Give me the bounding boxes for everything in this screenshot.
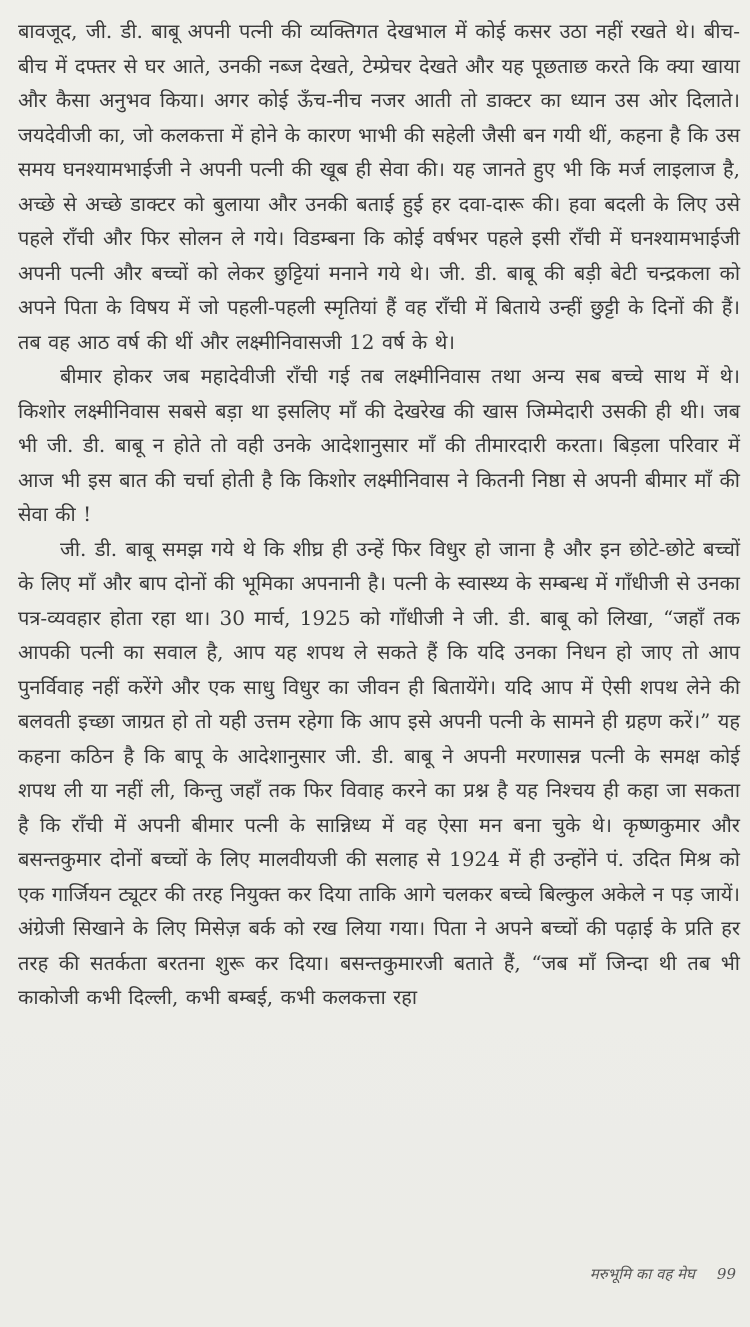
paragraph-3: जी. डी. बाबू समझ गये थे कि शीघ्र ही उन्हें फिर विधुर हो जाना है और इन छोटे-छोटे बच्चों के लिए माँ और बाप दोनों की भूमिका अपनानी है। पत्नी के स्वास्थ्य के सम्बन्ध में गाँधीजी से उनका पत्र-व्यवहार होता रहा था। 30 मार्च, 1925 को गाँधीजी ने जी. डी. बाबू को लिखा, “जहाँ तक आपकी पत्नी का सवाल है, आप यह शपथ ले सकते हैं कि यदि उनका निधन हो जाए तो आप पुनर्विवाह नहीं करेंगे और एक साधु विधुर का जीवन ही बितायेंगे। यदि आप में ऐसी शपथ लेने की बलवती इच्छा जाग्रत हो तो यही उत्तम रहेगा कि आप इसे अपनी पत्नी के सामने ही ग्रहण करें।” यह कहना कठिन है कि बापू के आदेशानुसार जी. डी. बाबू ने अपनी मरणासन्न पत्नी के समक्ष कोई शपथ ली या नहीं ली, किन्तु जहाँ तक फिर विवाह करने का प्रश्न है यह निश्चय ही कहा जा सकता है कि राँची में अपनी बीमार पत्नी के सान्निध्य में वह ऐसा मन बना चुके थे। कृष्णकुमार और बसन्तकुमार दोनों बच्चों के लिए मालवीयजी की सलाह से 1924 में ही उन्होंने पं. उदित मिश्र को एक गार्जियन ट्यूटर की तरह नियुक्त कर दिया ताकि आगे चलकर बच्चे बिल्कुल अकेले न पड़ जायें। अंग्रेजी सिखाने के लिए मिसेज़ बर्क को रख लिया गया। पिता ने अपने बच्चों की पढ़ाई के प्रति हर तरह की सतर्कता बरतना शुरू कर दिया। बसन्तकुमारजी बताते हैं, “जब माँ जिन्दा थी तब भी काकोजी कभी दिल्ली, कभी बम्बई, कभी कलकत्ता रहा <box>18 536 740 1009</box>
paragraph-1: बावजूद, जी. डी. बाबू अपनी पत्नी की व्यक्तिगत देखभाल में कोई कसर उठा नहीं रखते थे। बीच-बीच में दफ्तर से घर आते, उनकी नब्ज देखते, टेम्प्रेचर देखते और यह पूछताछ करते कि क्या खाया और कैसा अनुभव किया। अगर कोई ऊँच-नीच नजर आती तो डाक्टर का ध्यान उस ओर दिलाते। जयदेवीजी का, जो कलकत्ता में होने के कारण भाभी की सहेली जैसी बन गयी थीं, कहना है कि उस समय घनश्यामभाईजी ने अपनी पत्नी की खूब ही सेवा की। यह जानते हुए भी कि मर्ज लाइलाज है, अच्छे से अच्छे डाक्टर को बुलाया और उनकी बताई हुई हर दवा-दारू की। हवा बदली के लिए उसे पहले राँची और फिर सोलन ले गये। विडम्बना कि कोई वर्षभर पहले इसी राँची में घनश्यामभाईजी अपनी पत्नी और बच्चों को लेकर छुट्टियां मनाने गये थे। जी. डी. बाबू की बड़ी बेटी चन्द्रकला को अपने पिता के विषय में जो पहली-पहली स्मृतियां हैं वह राँची में बिताये उन्हीं छुट्टी के दिनों की हैं। तब वह आठ वर्ष की थीं और लक्ष्मीनिवासजी 12 वर्ष के थे। <box>18 19 740 354</box>
paragraph-2: बीमार होकर जब महादेवीजी राँची गई तब लक्ष्मीनिवास तथा अन्य सब बच्चे साथ में थे। किशोर लक्ष्मीनिवास सबसे बड़ा था इसलिए माँ की देखरेख की खास जिम्मेदारी उसकी ही थी। जब भी जी. डी. बाबू न होते तो वही उनके आदेशानुसार माँ की तीमारदारी करता। बिड़ला परिवार में आज भी इस बात की चर्चा होती है कि किशोर लक्ष्मीनिवास ने कितनी निष्ठा से अपनी बीमार माँ की सेवा की ! <box>18 364 740 526</box>
page-number: 99 <box>716 1265 736 1283</box>
running-title: मरुभूमि का वह मेघ <box>589 1265 695 1283</box>
page-footer <box>590 1264 736 1284</box>
book-page <box>18 14 740 1314</box>
